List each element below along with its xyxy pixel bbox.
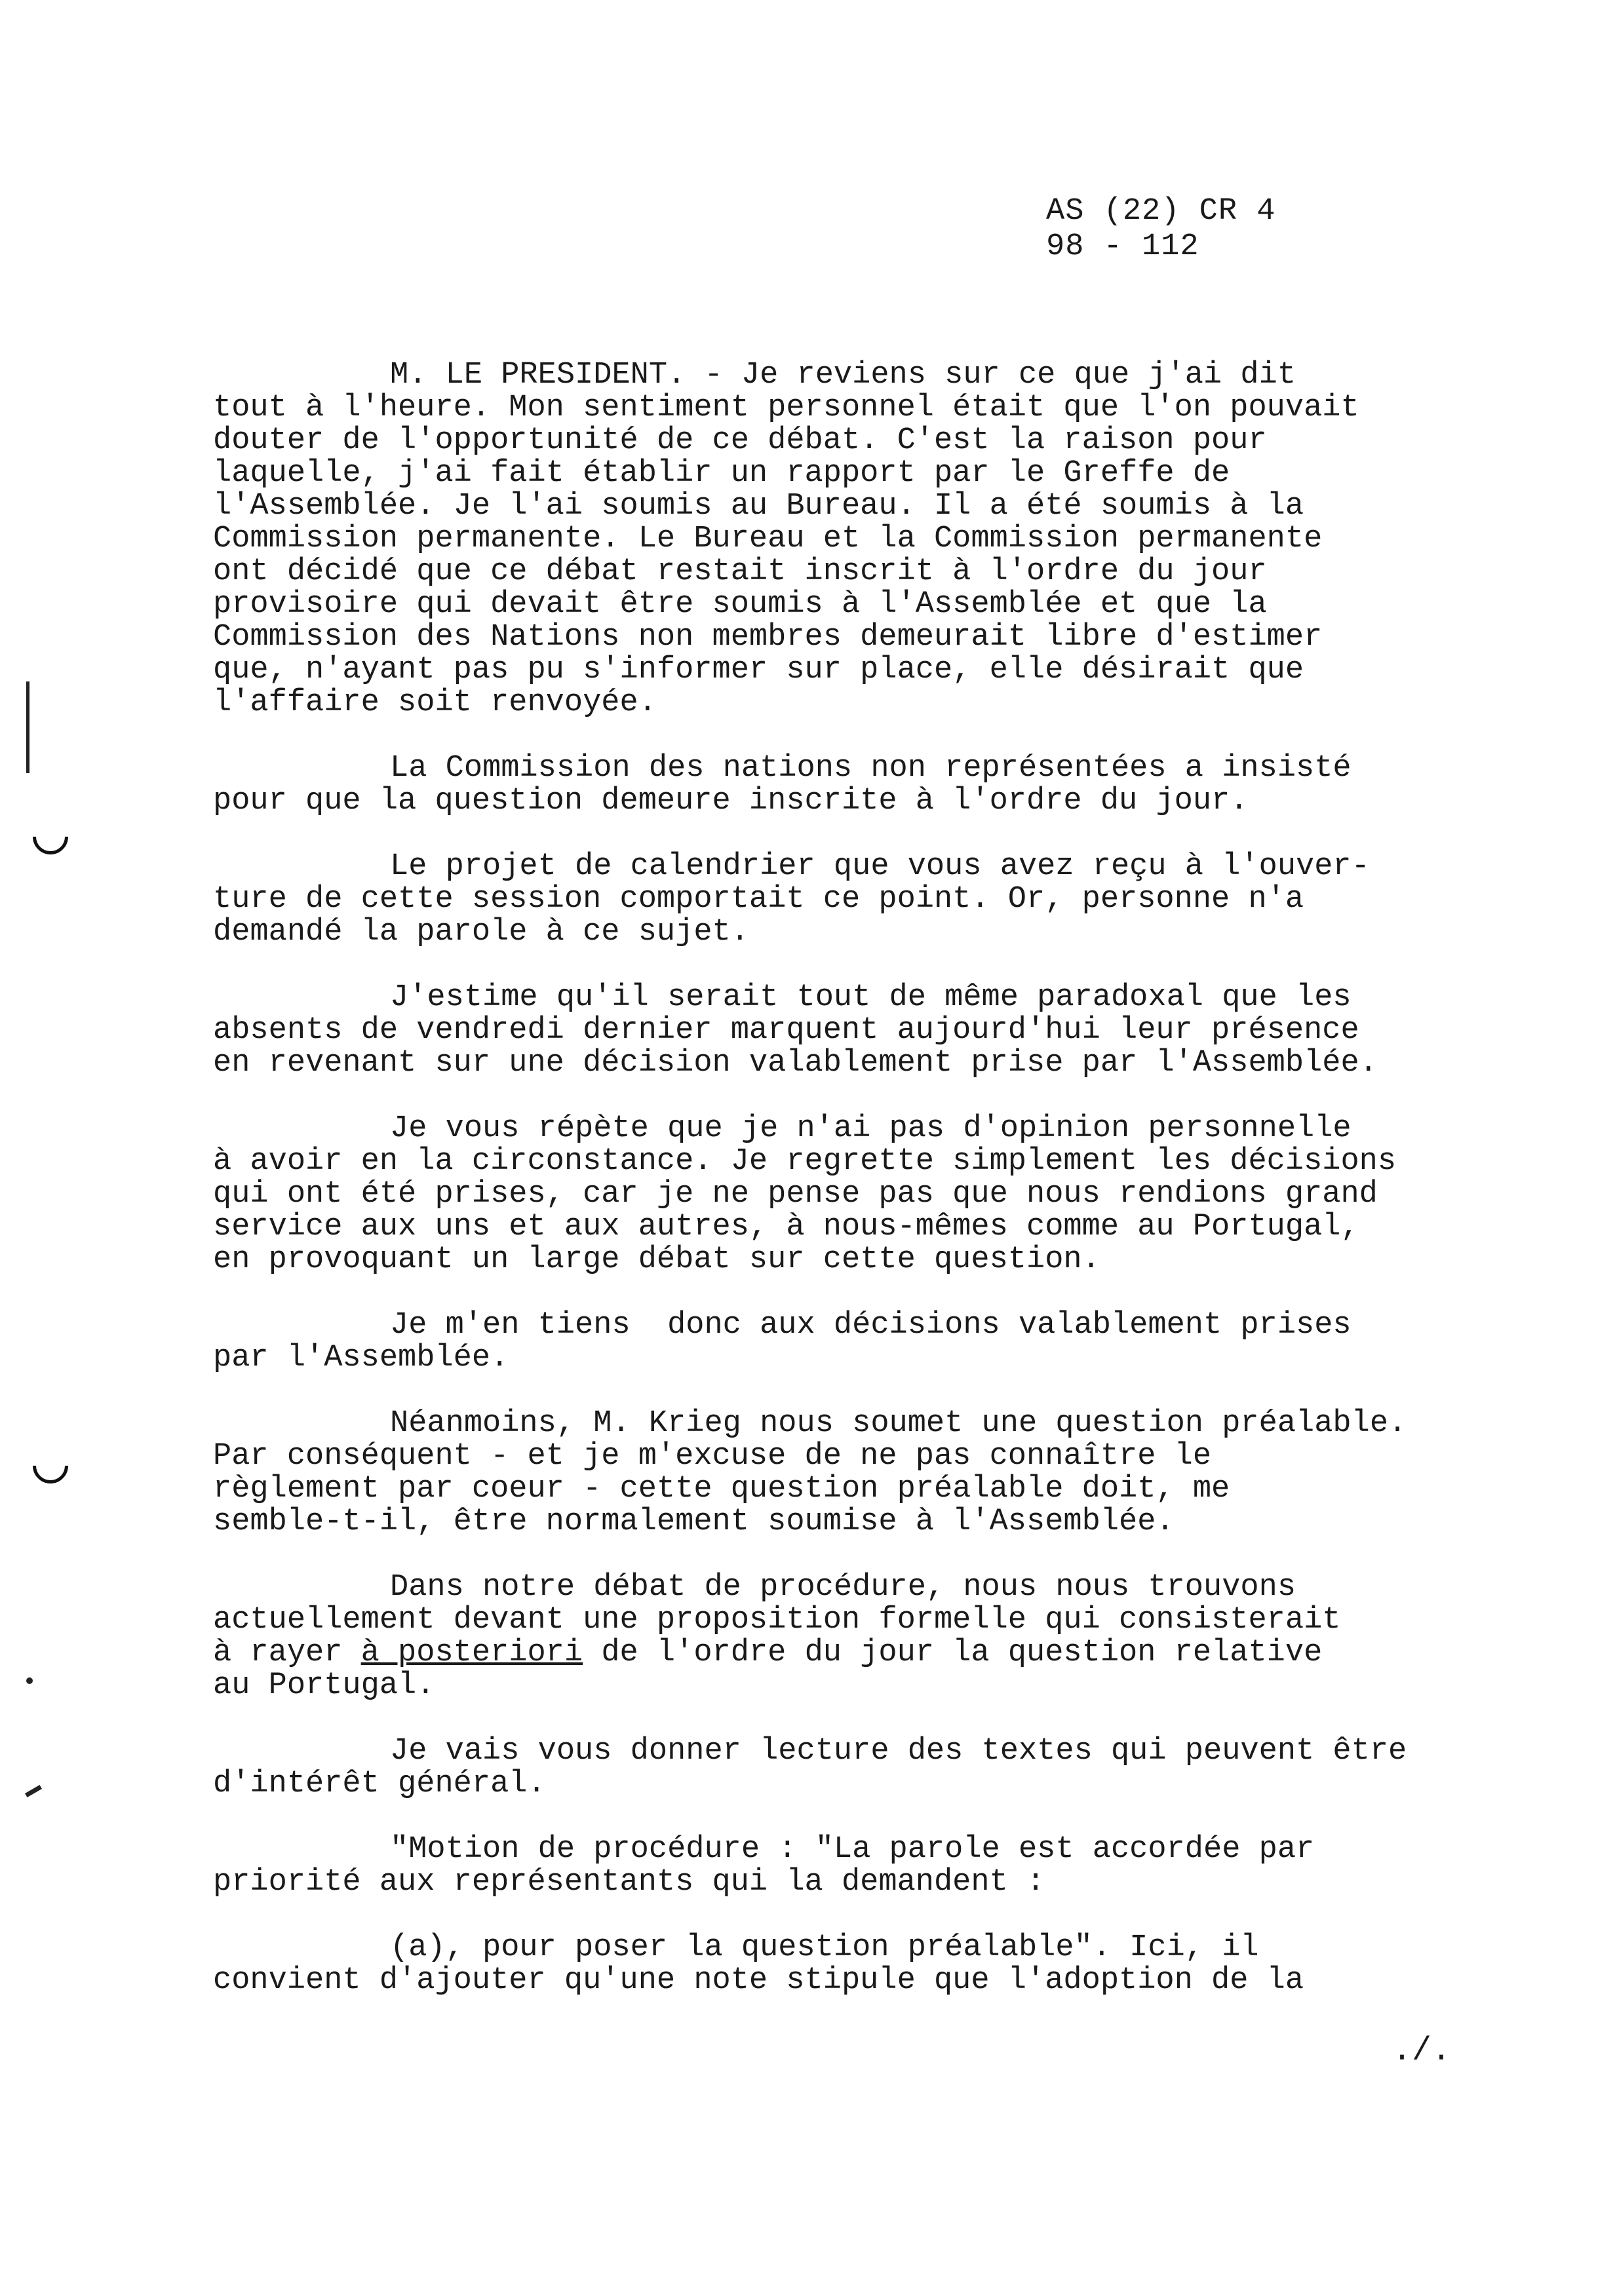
edge-scan-mark bbox=[26, 681, 29, 773]
text-line: Dans notre débat de procédure, nous nous trouvons bbox=[390, 1570, 1296, 1605]
paragraph bbox=[213, 982, 1485, 1080]
edge-scan-mark bbox=[26, 1677, 33, 1684]
text-line: laquelle, j'ai fait établir un rapport par le Greffe de bbox=[213, 456, 1230, 491]
page-range: 98 - 112 bbox=[1046, 229, 1199, 264]
text-line: Le projet de calendrier que vous avez reçu à l'ouver- bbox=[390, 849, 1370, 884]
text-line: Par conséquent - et je m'excuse de ne pas connaître le bbox=[213, 1439, 1212, 1474]
text-line: demandé la parole à ce sujet. bbox=[213, 915, 749, 949]
text-line: Je vous répète que je n'ai pas d'opinion personnelle bbox=[390, 1111, 1352, 1146]
text-line: Je m'en tiens donc aux décisions valablement prises bbox=[390, 1308, 1352, 1343]
paragraph bbox=[213, 1407, 1485, 1539]
document-reference bbox=[1046, 194, 1275, 265]
text-line: Néanmoins, M. Krieg nous soumet une question préalable. bbox=[390, 1406, 1407, 1441]
text-line: l'Assemblée. Je l'ai soumis au Bureau. Il a été soumis à la bbox=[213, 489, 1304, 524]
text-line bbox=[213, 1637, 1485, 1670]
text-line: qui ont été prises, car je ne pense pas que nous rendions grand bbox=[213, 1177, 1378, 1212]
text-segment: de l'ordre du jour la question relative bbox=[583, 1636, 1323, 1670]
underlined-phrase: à posteriori bbox=[360, 1636, 583, 1670]
paragraph bbox=[213, 752, 1485, 818]
text-line: absents de vendredi dernier marquent aujourd'hui leur présence bbox=[213, 1013, 1359, 1048]
text-line: Commission permanente. Le Bureau et la Commission permanente bbox=[213, 522, 1323, 556]
paragraph bbox=[213, 1113, 1485, 1276]
text-line: l'affaire soit renvoyée. bbox=[213, 685, 657, 720]
text-line: règlement par coeur - cette question préalable doit, me bbox=[213, 1472, 1230, 1506]
paragraph bbox=[213, 1571, 1485, 1702]
edge-scan-mark bbox=[25, 1785, 42, 1797]
text-line: La Commission des nations non représentées a insisté bbox=[390, 751, 1352, 786]
paragraph bbox=[213, 851, 1485, 949]
text-segment: à rayer bbox=[213, 1636, 361, 1670]
text-line: service aux uns et aux autres, à nous-mêmes comme au Portugal, bbox=[213, 1210, 1359, 1244]
text-line: par l'Assemblée. bbox=[213, 1341, 509, 1375]
punch-hole-mark bbox=[26, 812, 75, 862]
text-line: d'intérêt général. bbox=[213, 1767, 546, 1801]
text-line: au Portugal. bbox=[213, 1668, 435, 1703]
paragraph bbox=[213, 1932, 1485, 1997]
paragraph bbox=[213, 359, 1485, 719]
text-line: J'estime qu'il serait tout de même paradoxal que les bbox=[390, 980, 1352, 1015]
text-line: Commission des Nations non membres demeurait libre d'estimer bbox=[213, 620, 1323, 655]
continuation-mark: ./. bbox=[1392, 2033, 1452, 2070]
text-line: (a), pour poser la question préalable". Ici, il bbox=[390, 1930, 1259, 1965]
transcript-body bbox=[213, 359, 1485, 2030]
text-line: en revenant sur une décision valablement prise par l'Assemblée. bbox=[213, 1046, 1378, 1081]
text-line: douter de l'opportunité de ce débat. C'est la raison pour bbox=[213, 423, 1267, 458]
text-line: pour que la question demeure inscrite à l'ordre du jour. bbox=[213, 784, 1249, 818]
text-line: tout à l'heure. Mon sentiment personnel était que l'on pouvait bbox=[213, 391, 1359, 425]
reference-code: AS (22) CR 4 bbox=[1046, 194, 1276, 229]
text-line: que, n'ayant pas pu s'informer sur place, elle désirait que bbox=[213, 653, 1304, 687]
text-line: convient d'ajouter qu'une note stipule que l'adoption de la bbox=[213, 1963, 1304, 1998]
text-line: provisoire qui devait être soumis à l'Assemblée et que la bbox=[213, 587, 1267, 622]
text-line: semble-t-il, être normalement soumise à l'Assemblée. bbox=[213, 1504, 1175, 1539]
text-line: "Motion de procédure : "La parole est accordée par bbox=[390, 1832, 1315, 1867]
punch-hole-mark bbox=[26, 1441, 75, 1491]
paragraph bbox=[213, 1833, 1485, 1899]
text-line: actuellement devant une proposition formelle qui consisterait bbox=[213, 1603, 1341, 1637]
paragraph bbox=[213, 1735, 1485, 1801]
text-line: Je vais vous donner lecture des textes qui peuvent être bbox=[390, 1734, 1407, 1769]
text-line: priorité aux représentants qui la demandent : bbox=[213, 1865, 1045, 1900]
text-line: ont décidé que ce débat restait inscrit à l'ordre du jour bbox=[213, 554, 1267, 589]
text-line: M. LE PRESIDENT. - Je reviens sur ce que j'ai dit bbox=[390, 358, 1296, 392]
paragraph bbox=[213, 1309, 1485, 1375]
text-line: ture de cette session comportait ce point. Or, personne n'a bbox=[213, 882, 1304, 917]
text-line: en provoquant un large débat sur cette question. bbox=[213, 1242, 1100, 1277]
text-line: à avoir en la circonstance. Je regrette simplement les décisions bbox=[213, 1144, 1397, 1179]
